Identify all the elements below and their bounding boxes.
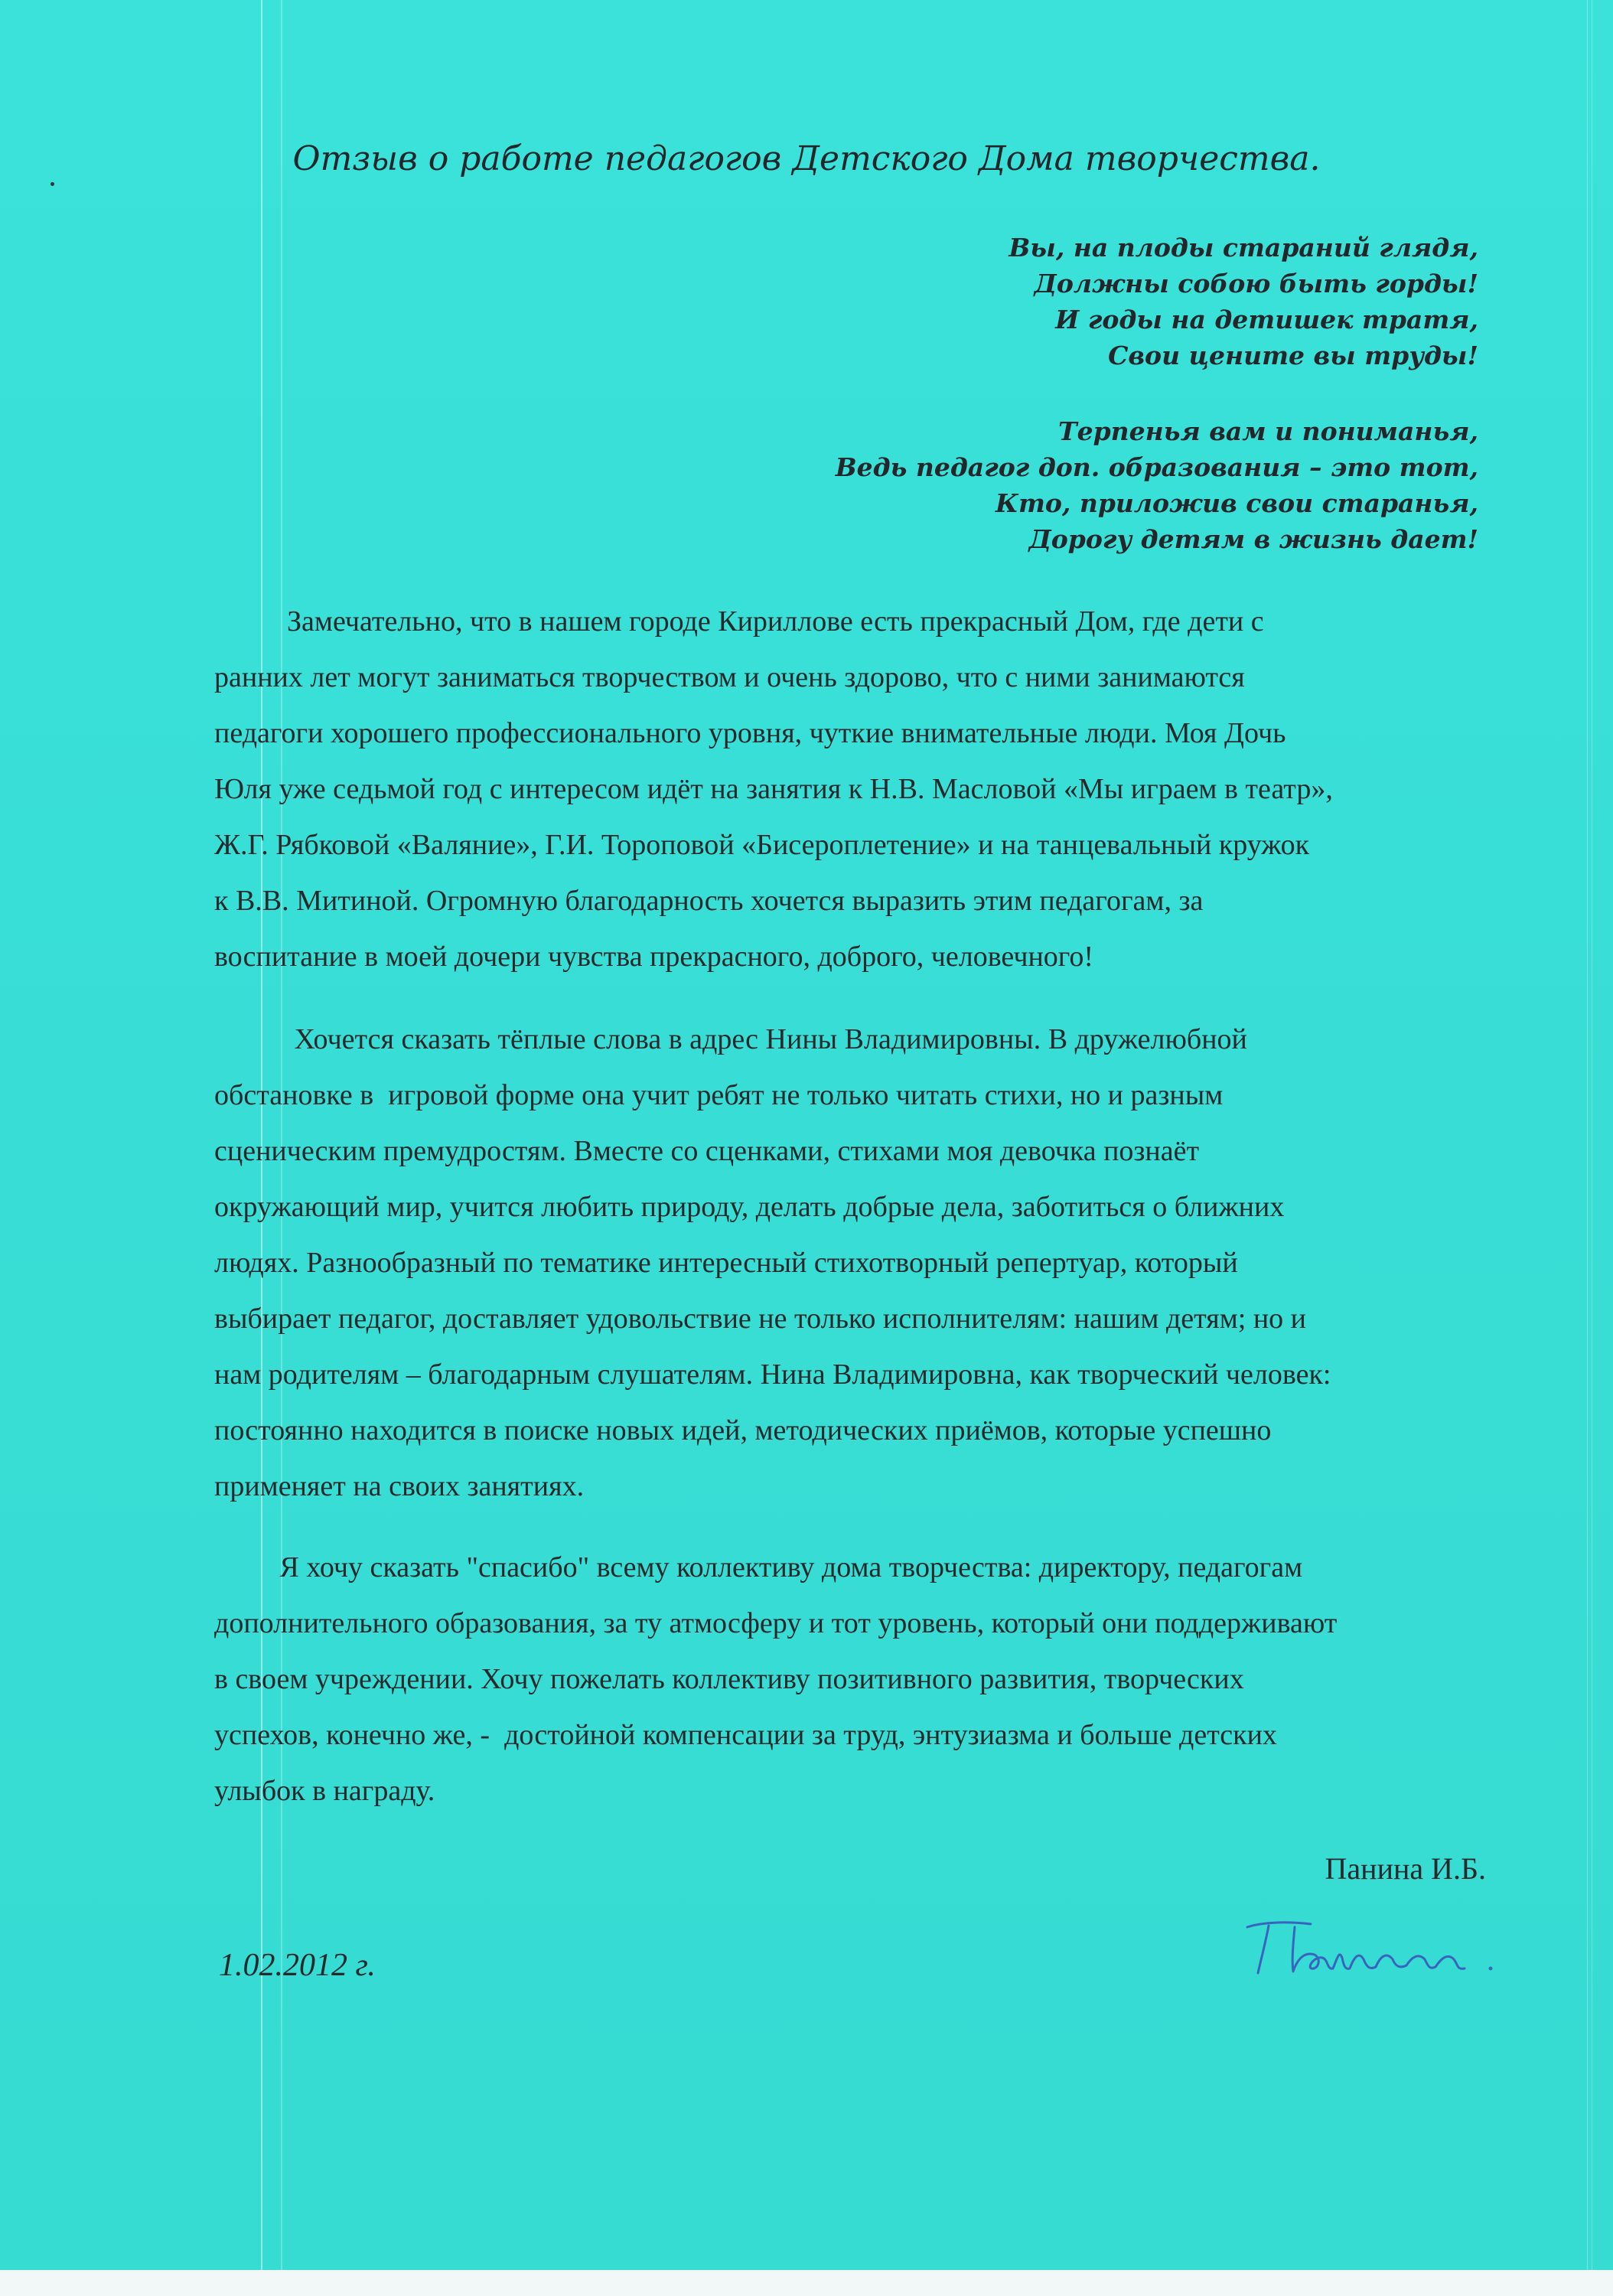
paragraph-line: постоянно находится в поиске новых идей, методических приёмов, которые успешно [214,1414,1272,1446]
paragraph-line: Юля уже седьмой год с интересом идёт на занятия к Н.В. Масловой «Мы играем в театр», [214,773,1333,805]
paragraph-line: нам родителям – благодарным слушателям. Нина Владимировна, как творческий человек: [214,1358,1331,1391]
poem-line: Дорогу детям в жизнь дает! [1028,524,1478,554]
paragraph-2 [214,1012,1492,1515]
paragraph-line: ранних лет могут заниматься творчеством и очень здорово, что с ними занимаются [214,661,1245,693]
poem-stanza-2 [836,413,1478,557]
paragraph-line: успехов, конечно же, - достойной компенсации за труд, энтузиазма и больше детских [214,1719,1277,1751]
paragraph-1 [214,594,1492,985]
paragraph-line: Я хочу сказать "спасибо" всему коллективу дома творчества: директору, педагогам [214,1551,1303,1583]
paragraph-line: людях. Разнообразный по тематике интересный стихотворный репертуар, который [214,1247,1238,1279]
paragraph-line: окружающий мир, учится любить природу, делать добрые дела, заботиться о ближних [214,1191,1285,1223]
paragraph-line: дополнительного образования, за ту атмосферу и тот уровень, который они поддерживают [214,1607,1338,1639]
poem-line: Вы, на плоды стараний глядя, [1009,233,1478,263]
paragraph-line: педагоги хорошего профессионального уровня, чуткие внимательные люди. Моя Дочь [214,717,1286,749]
document-date: 1.02.2012 г. [219,1948,376,1983]
document-title: Отзыв о работе педагогов Детского Дома творчества. [292,139,1321,178]
paragraph-line: Ж.Г. Рябковой «Валяние», Г.И. Тороповой «Бисероплетение» и на танцевальный кружок [214,829,1310,861]
paragraph-line: улыбок в награду. [214,1775,435,1807]
scan-bottom-margin [0,2270,1613,2296]
paragraph-line: обстановке в игровой форме она учит ребят не только читать стихи, но и разным [214,1079,1224,1111]
paragraph-3 [214,1540,1492,1819]
handwritten-signature [1238,1912,1514,1981]
paragraph-line: Замечательно, что в нашем городе Кириллове есть прекрасный Дом, где дети с [214,605,1264,638]
author-name: Панина И.Б. [1325,1851,1486,1886]
poem-line: Ведь педагог доп. образования – это тот, [835,452,1478,482]
scan-artifact-line [1587,0,1588,2270]
paragraph-line: к В.В. Митиной. Огромную благодарность хочется выразить этим педагогам, за [214,885,1204,917]
poem-stanza-1 [1009,230,1478,373]
poem-line: Должны собою быть горды! [1034,269,1478,298]
poem-line: Кто, приложив свои старанья, [995,488,1478,518]
paragraph-line: воспитание в моей дочери чувства прекрасного, доброго, человечного! [214,941,1094,973]
poem-line: И годы на детишек тратя, [1055,305,1478,334]
paragraph-line: выбирает педагог, доставляет удовольствие не только исполнителям: нашим детям; но и [214,1303,1307,1335]
paragraph-line: Хочется сказать тёплые слова в адрес Нины Владимировны. В дружелюбной [214,1023,1247,1055]
ink-speck [51,182,54,186]
paragraph-line: применяет на своих занятиях. [214,1470,585,1502]
poem-line: Свои цените вы труды! [1108,341,1478,370]
poem-line: Терпенья вам и пониманья, [1058,416,1478,446]
paragraph-line: в своем учреждении. Хочу пожелать коллективу позитивного развития, творческих [214,1663,1244,1695]
paragraph-line: сценическим премудростям. Вместе со сценками, стихами моя девочка познаёт [214,1135,1200,1167]
